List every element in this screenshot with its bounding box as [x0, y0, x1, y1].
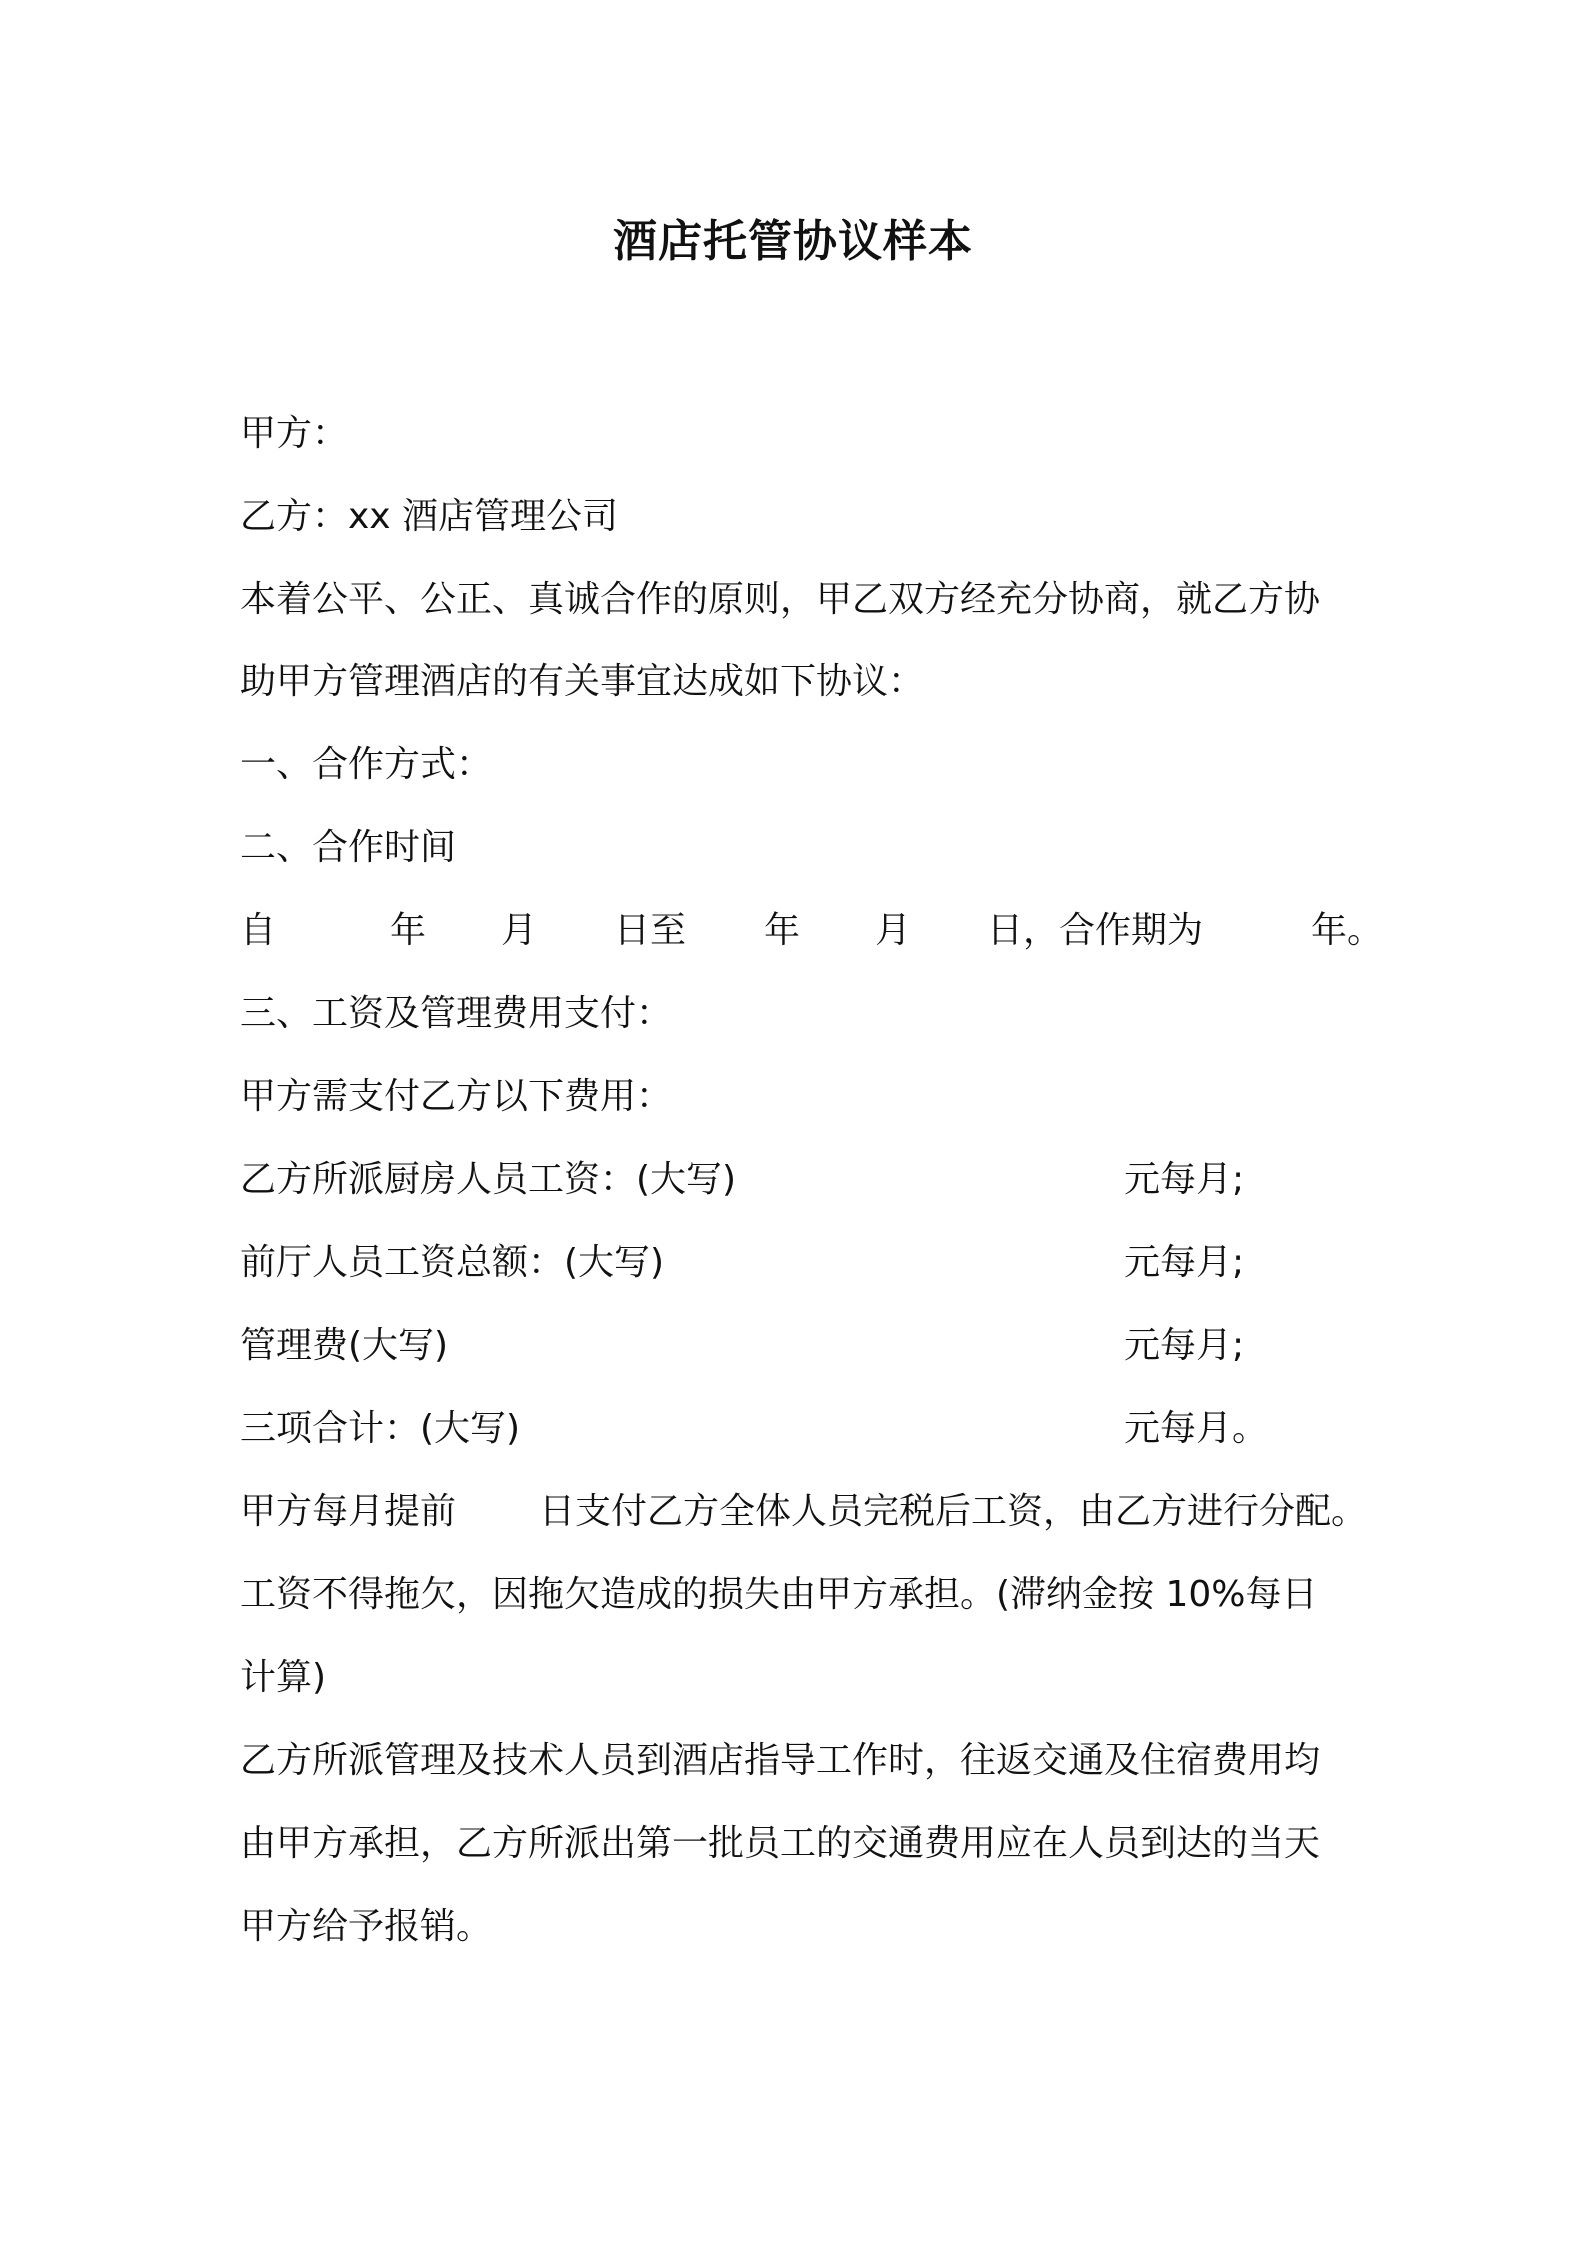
travel-line-2: 由甲方承担，乙方所派出第一批员工的交通费用应在人员到达的当天: [240, 1823, 1321, 1864]
intro-line-2: 助甲方管理酒店的有关事宜达成如下协议：: [240, 661, 925, 702]
fee-unit-kitchen: 元每月;: [1124, 1159, 1245, 1200]
period-years-end: 年。: [1311, 910, 1384, 951]
advance-prefix: 甲方每月提前: [240, 1491, 457, 1532]
party-b-line: 乙方：xx 酒店管理公司: [240, 496, 619, 537]
period-day-to: 日至: [614, 910, 687, 951]
section-2-heading: 二、合作时间: [240, 827, 457, 868]
advance-suffix: 日支付乙方全体人员完税后工资，由乙方进行分配。: [539, 1491, 1368, 1532]
intro-line-1: 本着公平、公正、真诚合作的原则，甲乙双方经充分协商，就乙方协: [240, 579, 1321, 620]
party-a-line: 甲方：: [240, 413, 349, 454]
period-year-1: 年: [390, 910, 427, 951]
fee-label-front-desk: 前厅人员工资总额：(大写): [240, 1242, 665, 1283]
fee-label-kitchen: 乙方所派厨房人员工资：(大写): [240, 1159, 737, 1200]
fee-unit-front-desk: 元每月;: [1124, 1242, 1245, 1283]
period-day-term: 日，合作期为: [987, 910, 1204, 951]
travel-line-1: 乙方所派管理及技术人员到酒店指导工作时，往返交通及住宿费用均: [240, 1740, 1321, 1781]
arrears-line-2: 计算): [240, 1657, 327, 1698]
fee-label-management: 管理费(大写): [240, 1325, 449, 1366]
section-3-heading: 三、工资及管理费用支付：: [240, 993, 673, 1034]
fee-unit-total: 元每月。: [1124, 1408, 1269, 1449]
fee-unit-management: 元每月;: [1124, 1325, 1245, 1366]
travel-line-3: 甲方给予报销。: [240, 1906, 493, 1947]
arrears-line-1: 工资不得拖欠，因拖欠造成的损失由甲方承担。(滞纳金按 10%每日: [240, 1574, 1318, 1615]
payment-intro: 甲方需支付乙方以下费用：: [240, 1076, 673, 1117]
period-from: 自: [240, 910, 277, 951]
period-year-2: 年: [764, 910, 801, 951]
section-1-heading: 一、合作方式：: [240, 744, 493, 785]
period-month-2: 月: [875, 910, 912, 951]
period-month-1: 月: [501, 910, 538, 951]
fee-label-total: 三项合计：(大写): [240, 1408, 521, 1449]
document-title: 酒店托管协议样本: [613, 216, 973, 267]
